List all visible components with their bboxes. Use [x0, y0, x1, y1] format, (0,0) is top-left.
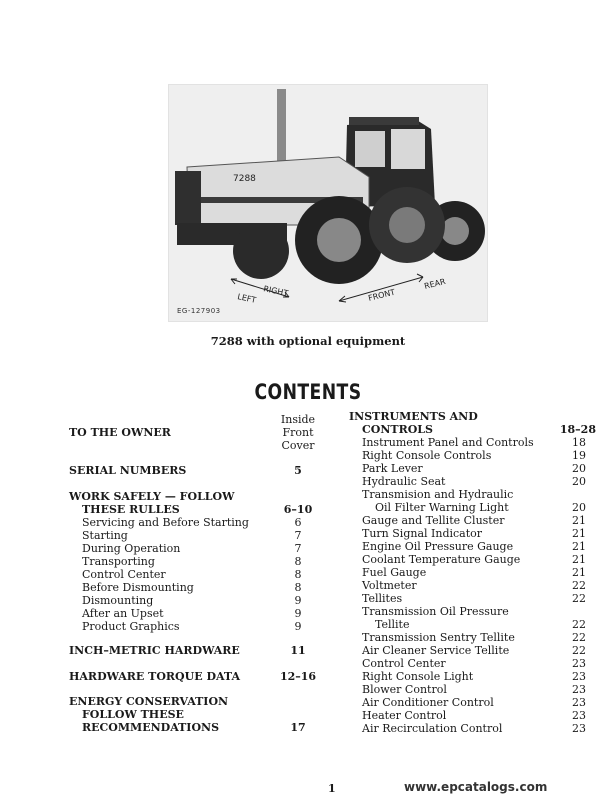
toc-entry[interactable]: Turn Signal Indicator: [362, 527, 483, 540]
contents-title: CONTENTS: [254, 380, 362, 404]
toc-page: 6–10: [283, 503, 313, 516]
toc-entry[interactable]: Instrument Panel and Controls: [362, 436, 534, 449]
toc-page: 8: [294, 568, 302, 581]
toc-entry[interactable]: Transmission Sentry Tellite: [362, 631, 515, 644]
toc-entry[interactable]: Starting: [82, 529, 128, 542]
toc-page: 21: [572, 566, 586, 579]
toc-entry[interactable]: Transmission Oil Pressure: [362, 605, 509, 618]
figure-caption: 7288 with optional equipment: [210, 334, 406, 348]
toc-entry[interactable]: Servicing and Before Starting: [82, 516, 249, 529]
tractor-illustration: [169, 85, 487, 321]
toc-entry[interactable]: Engine Oil Pressure Gauge: [362, 540, 514, 553]
toc-page: 22: [572, 592, 586, 605]
toc-page: 21: [572, 514, 586, 527]
toc-entry[interactable]: Tellites: [362, 592, 403, 605]
toc-page: 18: [572, 436, 586, 449]
toc-entry[interactable]: Blower Control: [362, 683, 447, 696]
toc-entry[interactable]: Right Console Controls: [362, 449, 492, 462]
inside-front-cover-line-1: Inside: [280, 413, 316, 426]
toc-entry[interactable]: Air Conditioner Control: [362, 696, 494, 709]
direction-right-label: RIGHT: [262, 284, 289, 299]
tractor-model-label: 7288: [233, 174, 256, 184]
toc-page: 22: [572, 618, 586, 631]
toc-page: 23: [572, 709, 586, 722]
toc-entry[interactable]: Heater Control: [362, 709, 447, 722]
toc-entry[interactable]: Fuel Gauge: [362, 566, 427, 579]
toc-page: 7: [294, 529, 302, 542]
toc-page: 19: [572, 449, 586, 462]
toc-entry[interactable]: Air Recirculation Control: [362, 722, 503, 735]
toc-page: 23: [572, 657, 586, 670]
toc-page: 21: [572, 553, 586, 566]
toc-entry-energy-line-1[interactable]: ENERGY CONSERVATION: [69, 695, 229, 708]
toc-entry-work-safely-line-2[interactable]: THESE RULLES: [82, 503, 180, 516]
toc-entry[interactable]: Hydraulic Seat: [362, 475, 446, 488]
toc-entry[interactable]: Oil Filter Warning Light: [375, 501, 509, 514]
toc-entry[interactable]: Product Graphics: [82, 620, 180, 633]
toc-page: 22: [572, 631, 586, 644]
toc-entry[interactable]: Dismounting: [82, 594, 154, 607]
toc-page: 21: [572, 540, 586, 553]
toc-entry[interactable]: During Operation: [82, 542, 181, 555]
toc-page: 18–28: [559, 423, 596, 436]
toc-entry[interactable]: Transporting: [82, 555, 155, 568]
toc-page: 23: [572, 696, 586, 709]
toc-page: 20: [572, 501, 586, 514]
inside-front-cover-line-3: Cover: [281, 439, 315, 452]
toc-page: 9: [294, 594, 302, 607]
toc-entry[interactable]: Right Console Light: [362, 670, 474, 683]
toc-page: 9: [294, 620, 302, 633]
toc-page: 22: [572, 644, 586, 657]
toc-entry-inch-metric-hardware[interactable]: INCH–METRIC HARDWARE: [69, 644, 240, 657]
toc-entry[interactable]: Transmision and Hydraulic: [362, 488, 514, 501]
toc-entry-instruments-line-1[interactable]: INSTRUMENTS AND: [349, 410, 478, 423]
toc-entry-serial-numbers[interactable]: SERIAL NUMBERS: [69, 464, 187, 477]
toc-page: 22: [572, 579, 586, 592]
toc-page: 8: [294, 581, 302, 594]
direction-left-label: LEFT: [236, 292, 257, 305]
inside-front-cover-line-2: Front: [282, 426, 314, 439]
toc-page: 5: [294, 464, 302, 477]
toc-page: 9: [294, 607, 302, 620]
watermark-url[interactable]: www.epcatalogs.com: [404, 780, 548, 794]
toc-entry[interactable]: Control Center: [362, 657, 446, 670]
toc-entry-energy-line-3[interactable]: RECOMMENDATIONS: [82, 721, 220, 734]
toc-entry-instruments-line-2[interactable]: CONTROLS: [362, 423, 433, 436]
toc-entry-work-safely-line-1[interactable]: WORK SAFELY — FOLLOW: [69, 490, 235, 503]
page-number: 1: [328, 782, 336, 795]
toc-entry[interactable]: Air Cleaner Service Tellite: [362, 644, 510, 657]
toc-entry-hardware-torque-data[interactable]: HARDWARE TORQUE DATA: [69, 670, 241, 683]
toc-page: 17: [290, 721, 306, 734]
toc-entry-energy-line-2[interactable]: FOLLOW THESE: [82, 708, 184, 721]
toc-page: 20: [572, 462, 586, 475]
figure-code: EG-127903: [177, 307, 221, 315]
toc-page: 6: [294, 516, 302, 529]
toc-page: 21: [572, 527, 586, 540]
direction-rear-label: REAR: [423, 276, 447, 291]
toc-entry[interactable]: Voltmeter: [362, 579, 417, 592]
toc-page: 23: [572, 683, 586, 696]
toc-page: 23: [572, 722, 586, 735]
toc-entry[interactable]: Control Center: [82, 568, 166, 581]
toc-entry[interactable]: Coolant Temperature Gauge: [362, 553, 521, 566]
toc-entry[interactable]: Gauge and Tellite Cluster: [362, 514, 505, 527]
toc-entry[interactable]: Tellite: [375, 618, 410, 631]
toc-page: 23: [572, 670, 586, 683]
toc-entry[interactable]: Park Lever: [362, 462, 423, 475]
toc-entry[interactable]: Before Dismounting: [82, 581, 194, 594]
tractor-photo: [168, 84, 488, 322]
toc-page: 7: [294, 542, 302, 555]
toc-page: 8: [294, 555, 302, 568]
toc-entry[interactable]: After an Upset: [82, 607, 164, 620]
toc-page: 20: [572, 475, 586, 488]
toc-page: 11: [290, 644, 306, 657]
toc-entry-to-the-owner[interactable]: TO THE OWNER: [69, 426, 171, 439]
toc-page: 12–16: [279, 670, 317, 683]
direction-front-label: FRONT: [367, 287, 397, 303]
